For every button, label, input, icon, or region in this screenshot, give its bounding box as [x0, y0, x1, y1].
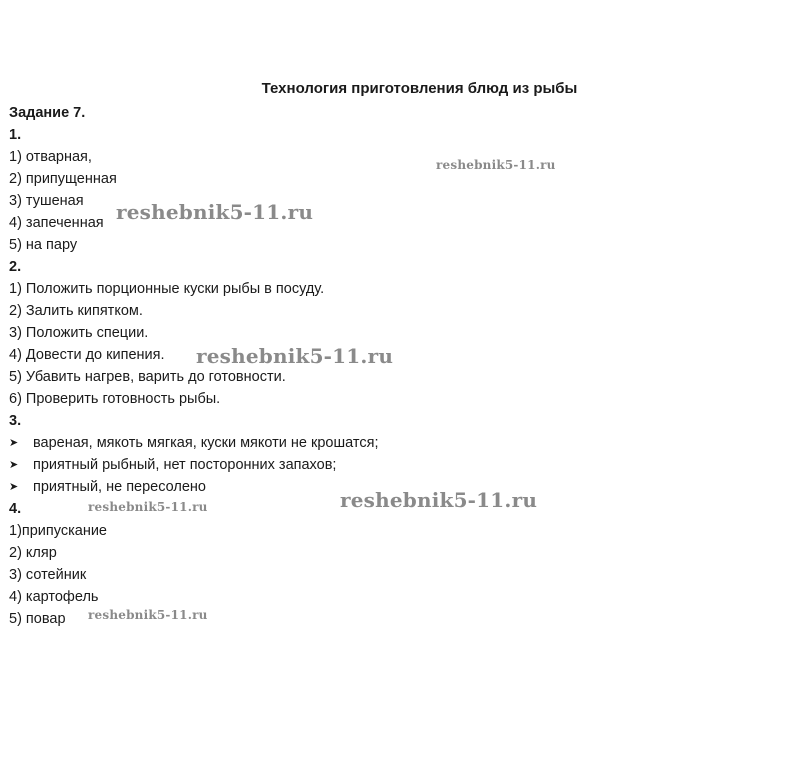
arrow-bullet-icon: ➤	[9, 459, 19, 471]
task-heading: Задание 7.	[9, 105, 86, 121]
section-number: 1.	[9, 127, 22, 143]
list-item: 5) Убавить нагрев, варить до готовности.	[9, 369, 286, 385]
section-number: 4.	[9, 501, 22, 517]
arrow-bullet-icon: ➤	[9, 481, 19, 493]
list-item: 1)припускание	[9, 523, 107, 539]
list-item: 5) повар	[9, 611, 66, 627]
watermark: reshebnik5-11.ru	[340, 488, 538, 512]
list-item: 3) тушеная	[9, 193, 84, 209]
watermark: reshebnik5-11.ru	[436, 158, 556, 172]
list-item: 3) Положить специи.	[9, 325, 149, 341]
list-item: 2) Залить кипятком.	[9, 303, 143, 319]
list-item: 4) запеченная	[9, 215, 104, 231]
list-item: 1) Положить порционные куски рыбы в посуду.	[9, 281, 325, 297]
arrow-bullet-icon: ➤	[9, 437, 19, 449]
bullet-item	[9, 454, 378, 476]
list-item: 4) Довести до кипения.	[9, 347, 165, 363]
list-item: 2) припущенная	[9, 171, 117, 187]
watermark: reshebnik5-11.ru	[116, 200, 314, 224]
bullet-text: вареная, мякоть мягкая, куски мякоти не крошатся;	[33, 435, 379, 451]
watermark: reshebnik5-11.ru	[88, 608, 208, 622]
list-item: 4) картофель	[9, 589, 99, 605]
list-item: 3) сотейник	[9, 567, 87, 583]
section-number: 3.	[9, 413, 22, 429]
page-title: Технология приготовления блюд из рыбы	[261, 80, 578, 97]
watermark: reshebnik5-11.ru	[196, 344, 394, 368]
list-item: 6) Проверить готовность рыбы.	[9, 391, 221, 407]
list-item: 2) кляр	[9, 545, 57, 561]
bullet-item	[9, 476, 378, 498]
watermark: reshebnik5-11.ru	[88, 500, 208, 514]
bullet-text: приятный, не пересолено	[33, 479, 206, 495]
bullet-text: приятный рыбный, нет посторонних запахов;	[33, 457, 337, 473]
list-item: 5) на пару	[9, 237, 78, 253]
section-number: 2.	[9, 259, 22, 275]
list-item: 1) отварная,	[9, 149, 92, 165]
bullet-item	[9, 432, 378, 454]
